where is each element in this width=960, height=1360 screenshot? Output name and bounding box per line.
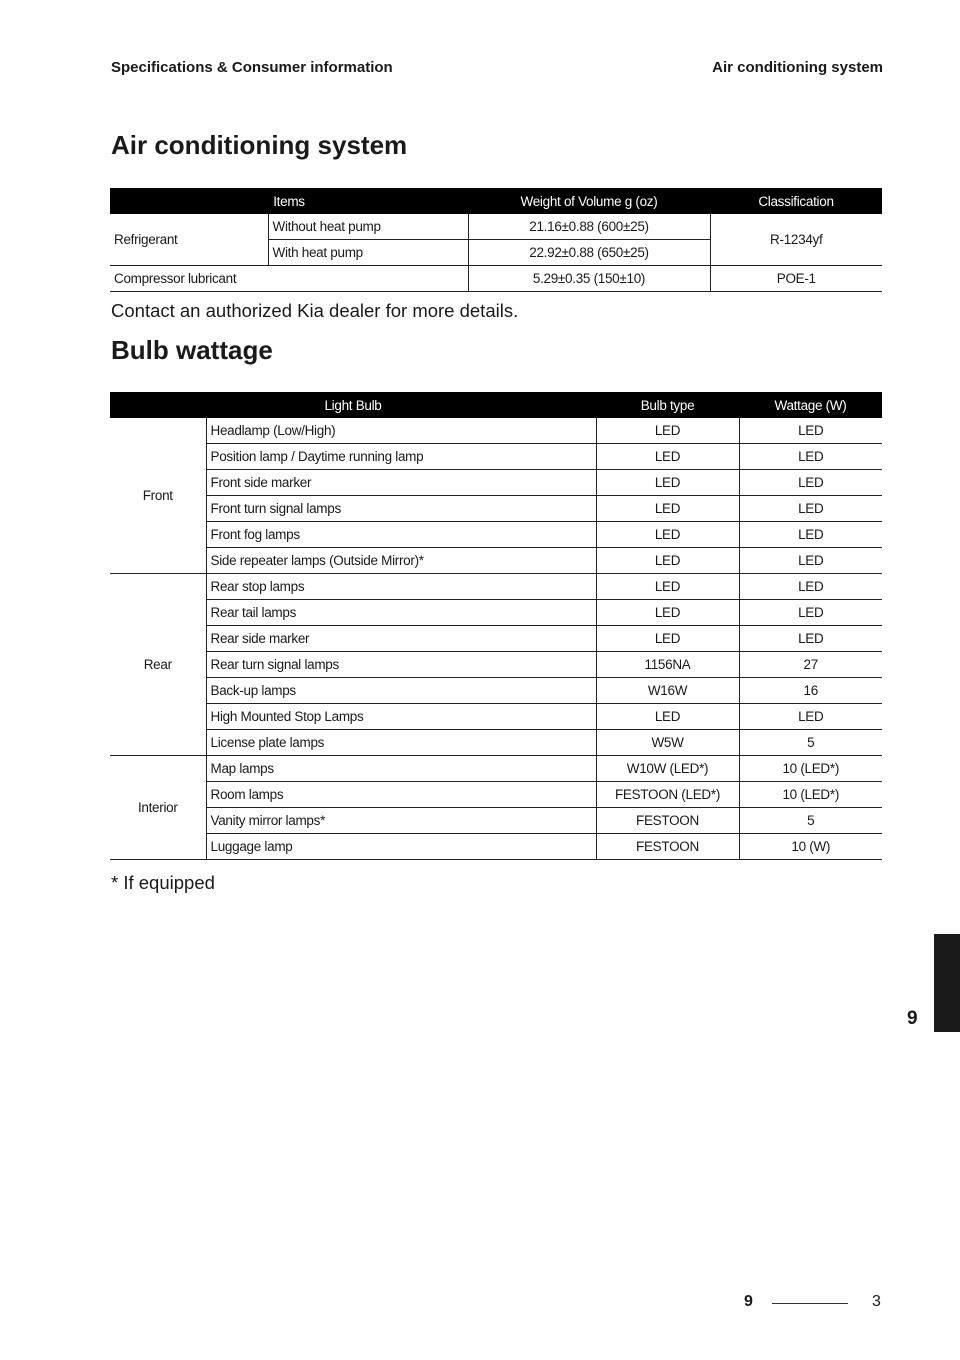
- wattage-cell: 10 (LED*): [739, 756, 882, 782]
- refrigerant-classification: R-1234yf: [710, 214, 882, 266]
- table-cell: 5.29±0.35 (150±10): [468, 266, 710, 292]
- bulb-table-body: [110, 418, 882, 860]
- table-cell: POE-1: [710, 266, 882, 292]
- chapter-side-tab: [934, 934, 960, 1032]
- footer-page-number: 3: [872, 1293, 881, 1310]
- bulb-name-cell: License plate lamps: [206, 730, 596, 756]
- dealer-contact-note: Contact an authorized Kia dealer for more details.: [111, 300, 519, 321]
- bulb-type-cell: LED: [596, 548, 739, 574]
- wattage-cell: LED: [739, 548, 882, 574]
- ac-section-title: Air conditioning system: [111, 130, 408, 160]
- table-cell: Compressor lubricant: [110, 266, 468, 292]
- table-row: [110, 214, 882, 240]
- header-page-topic: Air conditioning system: [712, 59, 883, 76]
- table-row: [110, 266, 882, 292]
- wattage-cell: LED: [739, 600, 882, 626]
- bulb-type-cell: FESTOON: [596, 808, 739, 834]
- bulb-type-cell: LED: [596, 470, 739, 496]
- bulb-section-title: Bulb wattage: [111, 335, 273, 365]
- side-tab-chapter-number: 9: [907, 1008, 918, 1029]
- if-equipped-note: * If equipped: [111, 872, 215, 893]
- refrigerant-label: Refrigerant: [110, 214, 268, 266]
- bulb-name-cell: Rear tail lamps: [206, 600, 596, 626]
- table-cell: 21.16±0.88 (600±25): [468, 214, 710, 240]
- table-row: [110, 704, 882, 730]
- wattage-cell: 10 (LED*): [739, 782, 882, 808]
- bulb-wattage-table: [110, 392, 882, 860]
- column-header-light-bulb: Light Bulb: [110, 392, 596, 418]
- column-header-classification: Classification: [710, 188, 882, 214]
- table-row: [110, 418, 882, 444]
- table-row: [110, 782, 882, 808]
- bulb-name-cell: Rear side marker: [206, 626, 596, 652]
- bulb-type-cell: W5W: [596, 730, 739, 756]
- wattage-cell: LED: [739, 522, 882, 548]
- table-row: [110, 652, 882, 678]
- bulb-type-cell: FESTOON (LED*): [596, 782, 739, 808]
- table-row: [110, 548, 882, 574]
- wattage-cell: 10 (W): [739, 834, 882, 860]
- wattage-cell: 5: [739, 730, 882, 756]
- bulb-type-cell: LED: [596, 704, 739, 730]
- bulb-type-cell: LED: [596, 444, 739, 470]
- table-row: [110, 756, 882, 782]
- bulb-type-cell: LED: [596, 600, 739, 626]
- bulb-type-cell: 1156NA: [596, 652, 739, 678]
- column-header-weight: Weight of Volume g (oz): [468, 188, 710, 214]
- column-header-bulb-type: Bulb type: [596, 392, 739, 418]
- table-row: [110, 626, 882, 652]
- bulb-name-cell: Rear stop lamps: [206, 574, 596, 600]
- bulb-name-cell: Front turn signal lamps: [206, 496, 596, 522]
- footer-chapter-number: 9: [744, 1293, 753, 1310]
- bulb-type-cell: FESTOON: [596, 834, 739, 860]
- wattage-cell: LED: [739, 496, 882, 522]
- bulb-type-cell: W10W (LED*): [596, 756, 739, 782]
- wattage-cell: 27: [739, 652, 882, 678]
- group-label-interior: Interior: [110, 756, 206, 860]
- table-row: [110, 730, 882, 756]
- wattage-cell: LED: [739, 574, 882, 600]
- header-section-title: Specifications & Consumer information: [111, 59, 393, 76]
- bulb-name-cell: Map lamps: [206, 756, 596, 782]
- bulb-name-cell: Vanity mirror lamps*: [206, 808, 596, 834]
- bulb-name-cell: Front fog lamps: [206, 522, 596, 548]
- bulb-type-cell: LED: [596, 626, 739, 652]
- wattage-cell: LED: [739, 704, 882, 730]
- column-header-wattage: Wattage (W): [739, 392, 882, 418]
- wattage-cell: 5: [739, 808, 882, 834]
- bulb-name-cell: Luggage lamp: [206, 834, 596, 860]
- table-row: [110, 444, 882, 470]
- bulb-name-cell: Headlamp (Low/High): [206, 418, 596, 444]
- bulb-name-cell: Rear turn signal lamps: [206, 652, 596, 678]
- table-row: [110, 600, 882, 626]
- table-row: [110, 808, 882, 834]
- table-row: [110, 496, 882, 522]
- ac-spec-table: [110, 188, 882, 292]
- table-row: [110, 678, 882, 704]
- bulb-name-cell: Front side marker: [206, 470, 596, 496]
- bulb-name-cell: Position lamp / Daytime running lamp: [206, 444, 596, 470]
- bulb-type-cell: W16W: [596, 678, 739, 704]
- bulb-type-cell: LED: [596, 574, 739, 600]
- bulb-type-cell: LED: [596, 418, 739, 444]
- table-row: [110, 522, 882, 548]
- table-row: [110, 574, 882, 600]
- table-cell: 22.92±0.88 (650±25): [468, 240, 710, 266]
- wattage-cell: LED: [739, 470, 882, 496]
- bulb-type-cell: LED: [596, 496, 739, 522]
- bulb-name-cell: High Mounted Stop Lamps: [206, 704, 596, 730]
- wattage-cell: LED: [739, 626, 882, 652]
- wattage-cell: LED: [739, 444, 882, 470]
- table-row: [110, 470, 882, 496]
- column-header-items: Items: [110, 188, 468, 214]
- group-label-rear: Rear: [110, 574, 206, 756]
- bulb-type-cell: LED: [596, 522, 739, 548]
- group-label-front: Front: [110, 418, 206, 574]
- bulb-name-cell: Side repeater lamps (Outside Mirror)*: [206, 548, 596, 574]
- table-cell: Without heat pump: [268, 214, 468, 240]
- wattage-cell: LED: [739, 418, 882, 444]
- table-row: [110, 834, 882, 860]
- bulb-name-cell: Room lamps: [206, 782, 596, 808]
- bulb-name-cell: Back-up lamps: [206, 678, 596, 704]
- table-cell: With heat pump: [268, 240, 468, 266]
- footer-divider: [772, 1303, 848, 1304]
- wattage-cell: 16: [739, 678, 882, 704]
